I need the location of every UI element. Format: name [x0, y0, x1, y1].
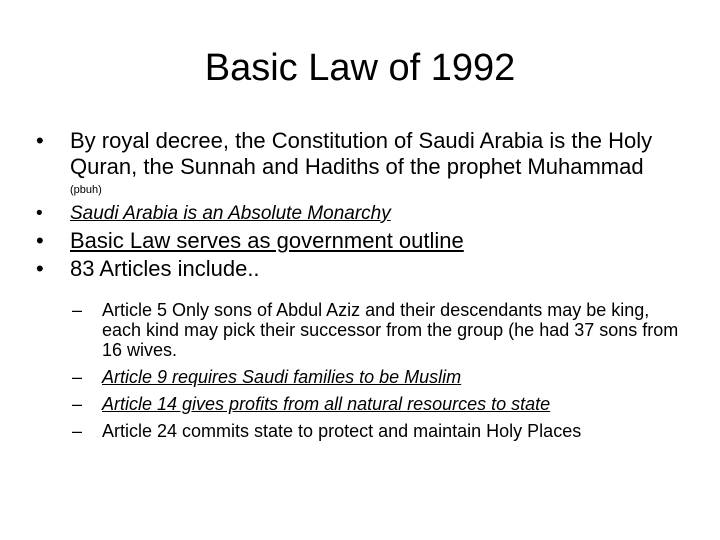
sub-bullet-text: Article 24 commits state to protect and maintain Holy Places [102, 421, 582, 441]
bullet-absolute-monarchy [36, 202, 686, 226]
bullet-constitution [36, 128, 686, 198]
slide-title: Basic Law of 1992 [204, 47, 516, 89]
bullet-text: Basic Law serves as government outline [70, 228, 464, 253]
bullet-marker: • [36, 256, 44, 281]
sub-bullet-article-5 [36, 300, 686, 360]
sub-bullet-article-24 [36, 421, 686, 441]
sub-bullet-text: Article 9 requires Saudi families to be Muslim [102, 367, 462, 387]
articles-list [36, 300, 686, 441]
sub-bullet-marker: – [72, 421, 83, 441]
sub-bullet-article-14 [36, 394, 686, 414]
bullet-articles [36, 256, 686, 282]
slide-body [36, 128, 686, 441]
sub-bullet-text: Article 14 gives profits from all natural resources to state [102, 394, 551, 414]
bullet-text: Saudi Arabia is an Absolute Monarchy [70, 203, 391, 224]
bullet-text: By royal decree, the Constitution of Saudi Arabia is the Holy Quran, the Sunnah and Hadiths of the prophet Muhammad [70, 128, 653, 179]
sub-bullet-marker: – [72, 394, 83, 414]
bullet-text: 83 Articles include.. [70, 256, 260, 281]
bullet-marker: • [36, 203, 43, 224]
sub-bullet-marker: – [72, 367, 83, 387]
sub-bullet-marker: – [72, 300, 83, 320]
sub-bullet-text: Article 5 Only sons of Abdul Aziz and their descendants may be king, each kind may pick their successor from the group (he had 37 sons from 16 wives. [102, 300, 679, 360]
sub-bullet-article-9 [36, 367, 686, 387]
bullet-basic-law [36, 228, 686, 254]
bullet-note: (pbuh) [70, 184, 102, 196]
bullet-marker: • [36, 228, 44, 253]
bullet-marker: • [36, 128, 44, 153]
